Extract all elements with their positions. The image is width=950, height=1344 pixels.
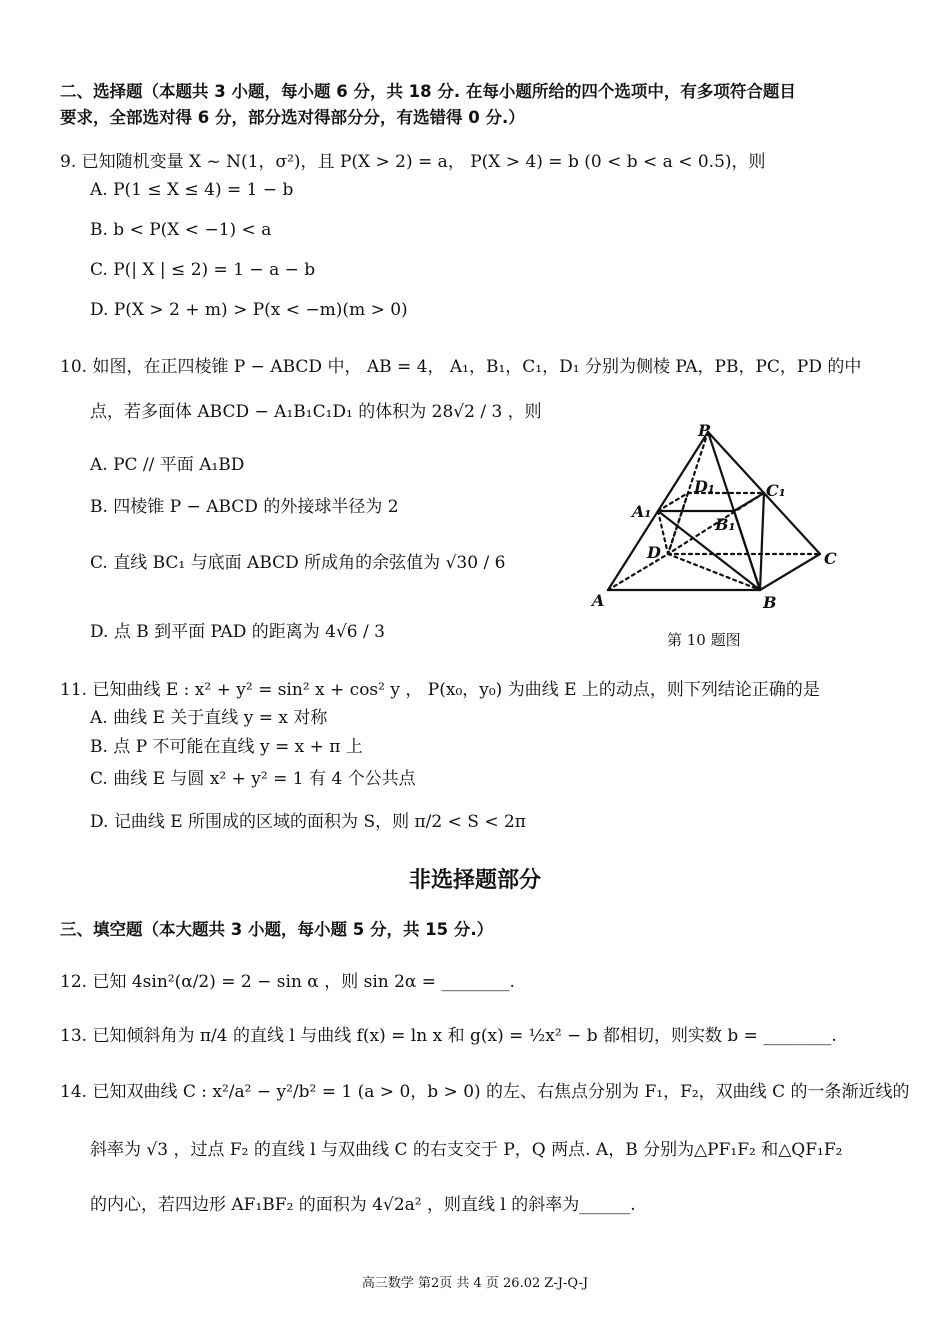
- question-9-option-a: A. P(1 ≤ X ≤ 4) = 1 − b: [90, 180, 294, 200]
- question-9-option-c: C. P(| X | ≤ 2) = 1 − a − b: [90, 260, 316, 280]
- edge-bc: [760, 554, 820, 590]
- question-12: 12. 已知 4sin²(α/2) = 2 − sin α ，则 sin 2α = ________.: [60, 972, 515, 992]
- vertex-label-a1: A₁: [632, 502, 652, 521]
- question-9-option-d: D. P(X > 2 + m) > P(x < −m)(m > 0): [90, 300, 408, 320]
- question-11-option-b: B. 点 P 不可能在直线 y = x + π 上: [90, 737, 363, 757]
- page-footer: 高三数学 第2页 共 4 页 26.02 Z-J-Q-J: [361, 1276, 589, 1291]
- question-10-option-c: C. 直线 BC₁ 与底面 ABCD 所成角的余弦值为 √30 / 6: [90, 553, 506, 573]
- question-10-stem-line-1: 10. 如图，在正四棱锥 P − ABCD 中， AB = 4， A₁，B₁，C₁，D₁ 分别为侧棱 PA，PB，PC，PD 的中: [60, 357, 862, 377]
- question-10-option-d: D. 点 B 到平面 PAD 的距离为 4√6 / 3: [90, 622, 385, 642]
- vertex-label-d1: D₁: [694, 477, 715, 496]
- question-11-option-d: D. 记曲线 E 所围成的区域的面积为 S，则 π/2 < S < 2π: [90, 812, 526, 832]
- section-3-header: 三、填空题（本大题共 3 小题，每小题 5 分，共 15 分.）: [60, 920, 494, 939]
- question-10-option-a: A. PC // 平面 A₁BD: [90, 455, 245, 475]
- question-10-stem-line-2: 点，若多面体 ABCD − A₁B₁C₁D₁ 的体积为 28√2 / 3 ，则: [90, 402, 542, 422]
- question-10-option-b: B. 四棱锥 P − ABCD 的外接球半径为 2: [90, 497, 399, 517]
- vertex-label-d: D: [647, 543, 661, 562]
- section-2-line-1: 二、选择题（本题共 3 小题，每小题 6 分，共 18 分. 在每小题所给的四个选项中，有多项符合题目: [60, 82, 796, 101]
- vertex-label-c1: C₁: [766, 481, 786, 500]
- question-11-option-c: C. 曲线 E 与圆 x² + y² = 1 有 4 个公共点: [90, 769, 416, 789]
- question-9-stem: 9. 已知随机变量 X ~ N(1，σ²)，且 P(X > 2) = a， P(X > 4) = b (0 < b < a < 0.5)，则: [60, 152, 766, 172]
- figure-caption: 第 10 题图: [667, 631, 741, 649]
- question-14-line-2: 斜率为 √3 ，过点 F₂ 的直线 l 与双曲线 C 的右支交于 P，Q 两点. A，B 分别为△PF₁F₂ 和△QF₁F₂: [90, 1140, 843, 1160]
- vertex-label-a: A: [592, 591, 605, 610]
- vertex-label-c: C: [824, 549, 837, 568]
- nonchoice-title: 非选择题部分: [408, 868, 541, 893]
- question-10-figure: [580, 418, 850, 618]
- question-13: 13. 已知倾斜角为 π/4 的直线 l 与曲线 f(x) = ln x 和 g(x) = ½x² − b 都相切，则实数 b = ________.: [60, 1026, 837, 1046]
- question-14-line-3: 的内心，若四边形 AF₁BF₂ 的面积为 4√2a² ，则直线 l 的斜率为______.: [90, 1195, 636, 1215]
- question-11-option-a: A. 曲线 E 关于直线 y = x 对称: [90, 708, 328, 728]
- edge-b1b: [734, 511, 760, 590]
- vertex-label-b: B: [763, 593, 777, 612]
- section-2-line-2: 要求，全部选对得 6 分，部分选对得部分分，有选错得 0 分.）: [60, 108, 525, 127]
- question-14-line-1: 14. 已知双曲线 C : x²/a² − y²/b² = 1 (a > 0，b > 0) 的左、右焦点分别为 F₁，F₂，双曲线 C 的一条渐近线的: [60, 1082, 910, 1102]
- edge-c1b: [760, 493, 764, 590]
- vertex-label-b1: B₁: [715, 515, 736, 534]
- question-9-option-b: B. b < P(X < −1) < a: [90, 220, 272, 240]
- question-11-stem: 11. 已知曲线 E : x² + y² = sin² x + cos² y ， P(x₀，y₀) 为曲线 E 上的动点，则下列结论正确的是: [60, 680, 820, 700]
- vertex-label-p: P: [698, 421, 711, 440]
- edge-db-hidden: [668, 554, 760, 590]
